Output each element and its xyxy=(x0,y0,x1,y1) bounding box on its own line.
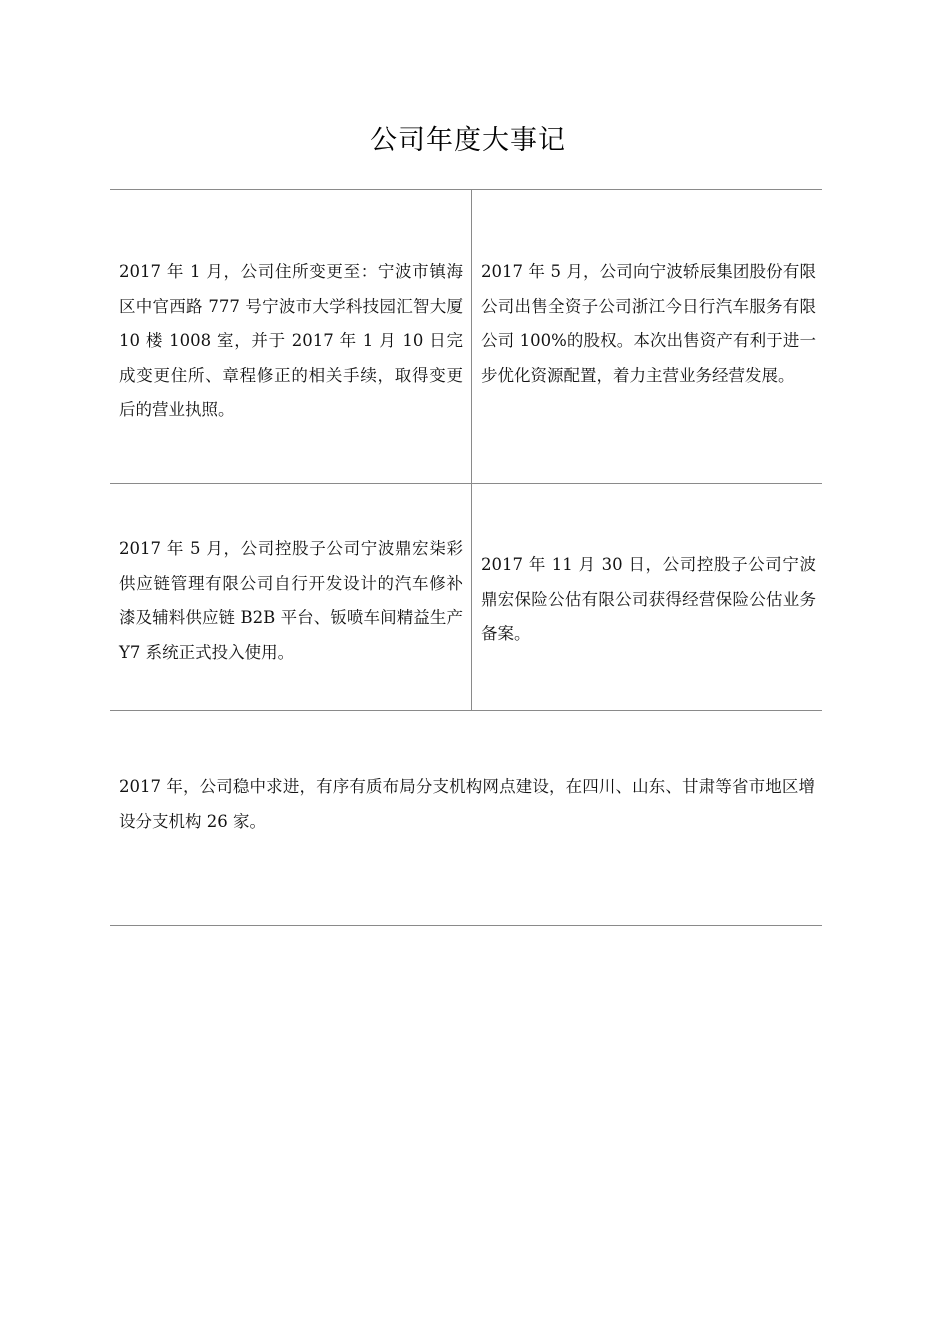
event-cell: 2017 年 1 月，公司住所变更至：宁波市镇海区中官西路 777 号宁波市大学科技园汇智大厦 10 楼 1008 室，并于 2017 年 1 月 10 日完成变更住所、章程修正的相关手续，取得变更后的营业执照。 xyxy=(119,262,463,419)
table-top-border xyxy=(110,189,822,190)
column-divider xyxy=(471,189,472,710)
events-table xyxy=(110,189,822,925)
event-cell: 2017 年 5 月，公司向宁波轿辰集团股份有限公司出售全资子公司浙江今日行汽车服务有限公司 100%的股权。本次出售资产有利于进一步优化资源配置，着力主营业务经营发展。 xyxy=(481,262,816,385)
table-bottom-border xyxy=(110,925,822,926)
row-divider xyxy=(110,710,822,711)
page-title: 公司年度大事记 xyxy=(370,125,566,156)
event-cell: 2017 年 5 月，公司控股子公司宁波鼎宏柒彩供应链管理有限公司自行开发设计的汽车修补漆及辅料供应链 B2B 平台、钣喷车间精益生产 Y7 系统正式投入使用。 xyxy=(119,539,463,662)
row-divider xyxy=(110,483,822,484)
event-cell: 2017 年，公司稳中求进，有序有质布局分支机构网点建设，在四川、山东、甘肃等省市地区增设分支机构 26 家。 xyxy=(119,777,815,831)
event-cell: 2017 年 11 月 30 日，公司控股子公司宁波鼎宏保险公估有限公司获得经营保险公估业务备案。 xyxy=(481,555,816,643)
